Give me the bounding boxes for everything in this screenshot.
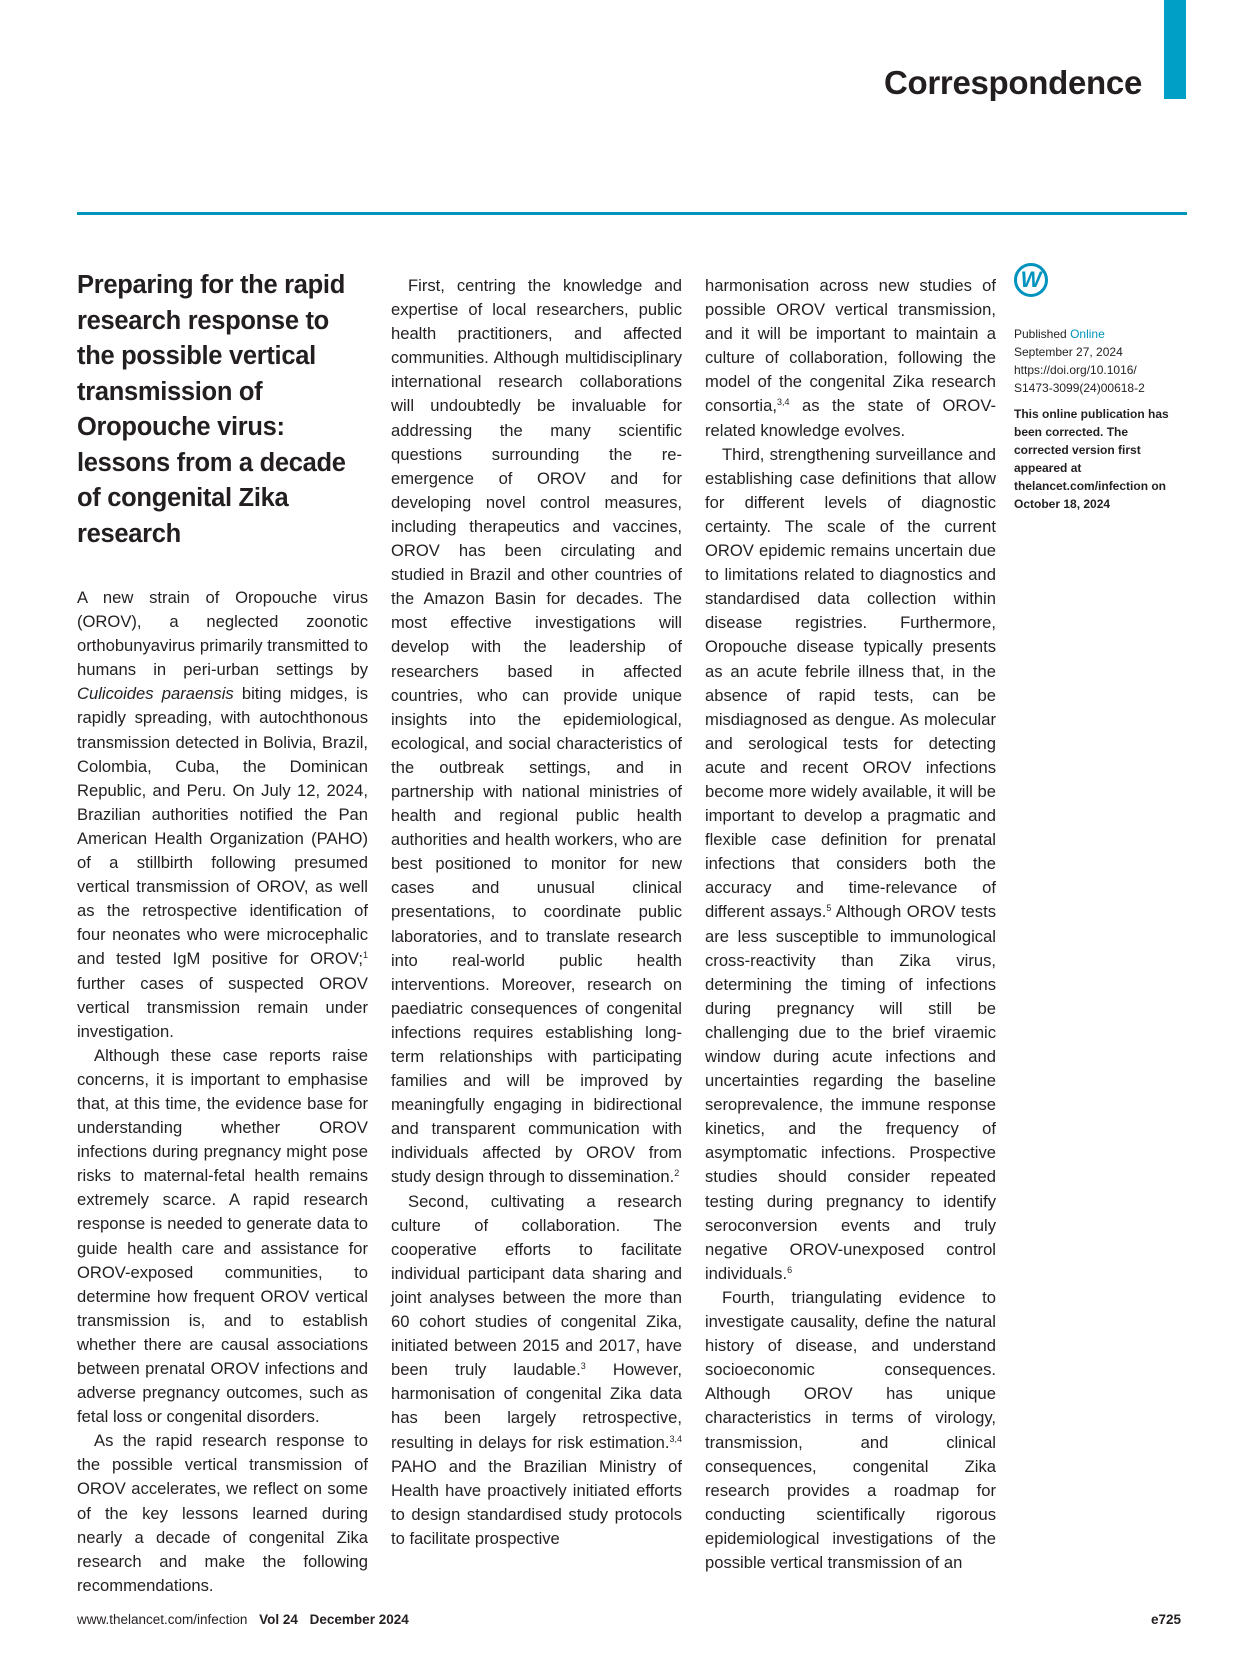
paragraph: First, centring the knowledge and expertise of local researchers, public health practitioners, and affected communities. Although multidisciplinary international research collaborations will undoubtedly be invaluable for addressing the many scientific questions surrounding the re-emergence of OROV and for developing novel control measures, including therapeutics and vaccines, OROV has been circulating and studied in Brazil and other countries of the Amazon Basin for decades. The most effective investigations will develop with the leadership of researchers based in affected countries, who can provide unique insights into the epidemiological, ecological, and social characteristics of the outbreak settings, and in partnership with national ministries of health and regional public health authorities and health workers, who are best positioned to monitor for new cases and unusual clinical presentations, to coordinate public laboratories, and to translate research into real-world public health interventions. Moreover, research on paediatric consequences of congenital infections requires establishing long-term relationships with participating families and will be improved by meaningfully engaging in bidirectional and transparent communication with individuals affected by OROV from study design through to dissemination.$^2$ xyxy=(391,276,682,1187)
reference-link[interactable]: 3,4 xyxy=(776,397,790,408)
published-date: September 27, 2024 xyxy=(1014,345,1123,359)
paragraph: As the rapid research response to the possible vertical transmission of OROV accelerates, we reflect on some of the key lessons learned during nearly a decade of congenital Zika research and make the following recommendations. xyxy=(77,1431,368,1595)
reference-link[interactable]: 6 xyxy=(787,1264,793,1275)
paragraph: A new strain of Oropouche virus (OROV), a neglected zoonotic orthobunyavirus primarily transmitted to humans in peri-urban settings by Culicoides paraensis biting midges, is rapidly spreading, with autochthonous transmission detected in Bolivia, Brazil, Colombia, Cuba, the Dominican Republic, and Peru. On July 12, 2024, Brazilian authorities notified the Pan American Health Organization (PAHO) of a stillbirth following presumed vertical transmission of OROV, as well as the retrospective identification of four neonates who were microcephalic and tested IgM positive for OROV;$^1$ further cases of suspected OROV vertical transmission remain under investigation. xyxy=(77,588,368,1041)
header-rule xyxy=(77,212,1187,215)
publication-sidebar xyxy=(1014,263,1174,513)
published-line: Published Online xyxy=(1014,327,1105,341)
paragraph: harmonisation across new studies of possible OROV vertical transmission, and it will be important to maintain a culture of collaboration, following the model of the congenital Zika research consortia,$^{3,4}$ as the state of OROV-related knowledge evolves. xyxy=(705,276,996,440)
column-3 xyxy=(705,274,996,1575)
column-1 xyxy=(77,271,368,1598)
correction-note: This online publication has been corrected. The corrected version first appeared at thelancet.com/infection on October 18, 2024 xyxy=(1014,407,1169,511)
footer xyxy=(77,1612,409,1627)
reference-link[interactable]: 3 xyxy=(580,1361,586,1372)
section-title: Correspondence xyxy=(883,64,1142,101)
paragraph: Fourth, triangulating evidence to investigate causality, define the natural history of disease, and understand socioeconomic consequences. Although OROV has unique characteristics in terms of virology, transmission, and clinical consequences, congenital Zika research provides a roadmap for conducting scientifically rigorous epidemiological investigations of the possible vertical transmission of an xyxy=(705,1287,996,1572)
reference-link[interactable]: 2 xyxy=(674,1168,680,1179)
species-name: Culicoides paraensis xyxy=(77,684,234,704)
page-number: e725 xyxy=(1150,1612,1181,1627)
article-title: Preparing for the rapid research response to the possible vertical transmission of Oropouche virus: lessons from a decade of congenital Zika research xyxy=(77,271,346,548)
paragraph: Third, strengthening surveillance and establishing case definitions that allow for different levels of diagnostic certainty. The scale of the current OROV epidemic remains uncertain due to limitations related to diagnostics and standardised data collection within disease registries. Furthermore, Oropouche disease typically presents as an acute febrile illness that, in the absence of rapid tests, can be misdiagnosed as dengue. As molecular and serological tests for detecting acute and recent OROV infections become more widely available, it will be important to develop a pragmatic and flexible case definition for prenatal infections that considers both the accuracy and time-relevance of different assays.$^5$ Although OROV tests are less susceptible to immunological cross-reactivity than Zika virus, determining the timing of infections during pregnancy will still be challenging due to the brief viraemic window during acute infections and uncertainties regarding the baseline seroprevalence, the immune response kinetics, and the frequency of asymptomatic infections. Prospective studies should consider repeated testing during pregnancy to identify seroconversion events and truly negative OROV-unexposed control individuals.$^6$ xyxy=(705,444,996,1283)
paragraph: Although these case reports raise concerns, it is important to emphasise that, at this time, the evidence base for understanding whether OROV infections during pregnancy might pose risks to maternal-fetal health remains extremely scarce. A rapid research response is needed to generate data to guide health care and assistance for OROV-exposed communities, to determine how frequent OROV vertical transmission is, and to establish whether there are causal associations between prenatal OROV infections and adverse pregnancy outcomes, such as fetal loss or congenital disorders. xyxy=(77,1045,368,1427)
column-2 xyxy=(391,274,682,1551)
section-tab-marker xyxy=(1164,0,1186,99)
paragraph: Second, cultivating a research culture of collaboration. The cooperative efforts to facilitate individual participant data sharing and joint analyses between the more than 60 cohort studies of congenital Zika, initiated between 2015 and 2017, have been truly laudable.$^3$ However, harmonisation of congenital Zika data has been largely retrospective, resulting in delays for risk estimation.$^{3,4}$ PAHO and the Brazilian Ministry of Health have proactively initiated efforts to design standardised study protocols to facilitate prospective xyxy=(391,1191,682,1548)
issue-date: December 2024 xyxy=(309,1612,409,1627)
reference-link[interactable]: 1 xyxy=(362,950,368,961)
online-link[interactable]: Online xyxy=(1070,327,1105,341)
doi-link[interactable]: https://doi.org/10.1016/ xyxy=(1014,363,1137,377)
doi-link-cont[interactable]: S1473-3099(24)00618-2 xyxy=(1014,381,1145,395)
reference-link[interactable]: 5 xyxy=(826,903,832,914)
w-badge-icon: W xyxy=(1014,263,1048,297)
journal-url[interactable]: www.thelancet.com/infection xyxy=(77,1612,248,1627)
reference-link[interactable]: 3,4 xyxy=(669,1433,682,1444)
volume: Vol 24 xyxy=(259,1612,298,1627)
